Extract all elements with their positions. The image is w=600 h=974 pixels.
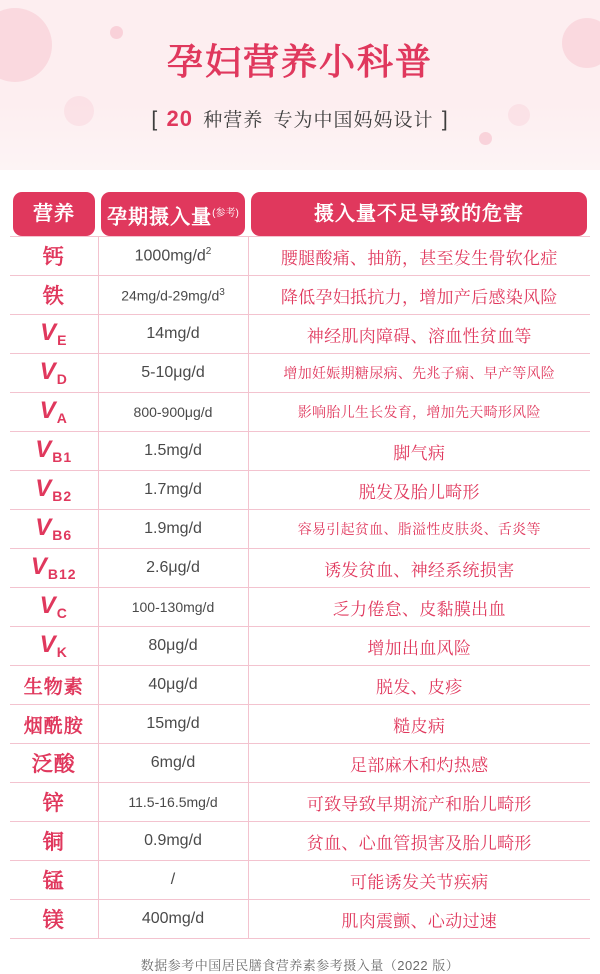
nutrient-name-label: 烟酰胺 [23, 715, 84, 737]
deficiency-harm-cell [248, 900, 590, 939]
table-row [10, 549, 590, 588]
nutrient-name-cell [10, 822, 98, 861]
table-row [10, 315, 590, 354]
intake-amount-label: 1.7mg/d [144, 481, 202, 498]
vitamin-subscript: C [56, 605, 68, 622]
deficiency-harm-label: 贫血、心血管损害及胎儿畸形 [306, 833, 532, 853]
intake-amount-label: 15mg/d [146, 715, 200, 732]
deficiency-harm-label: 容易引起贫血、脂溢性皮肤炎、舌炎等 [297, 521, 541, 537]
nutrient-name-cell [10, 783, 98, 822]
subtitle-number: 20 [166, 106, 193, 132]
deficiency-harm-label: 神经肌肉障碍、溶血性贫血等 [306, 326, 532, 346]
intake-amount-cell [98, 900, 248, 939]
vitamin-letter: V [35, 436, 53, 464]
subtitle-text-a: 种营养 [203, 110, 264, 132]
vitamin-subscript: E [57, 332, 68, 349]
table-row [10, 744, 590, 783]
nutrient-name-cell [10, 588, 98, 627]
nutrient-name-label: 泛酸 [31, 753, 76, 776]
intake-amount-cell [98, 471, 248, 510]
deficiency-harm-label: 脚气病 [393, 443, 446, 463]
nutrient-name-cell [10, 666, 98, 705]
table-row [10, 588, 590, 627]
column-header-nutrient-label: 营养 [33, 203, 75, 225]
intake-amount-label: 24mg/d-29mg/d [121, 287, 220, 304]
table-row [10, 822, 590, 861]
intake-amount-cell [98, 744, 248, 783]
vitamin-letter: V [40, 319, 58, 347]
table-row [10, 900, 590, 939]
column-header-intake-note: (参考) [212, 208, 239, 219]
deficiency-harm-label: 乏力倦怠、皮黏膜出血 [332, 599, 506, 619]
deficiency-harm-label: 增加出血风险 [367, 638, 472, 658]
nutrient-name-cell [10, 900, 98, 939]
bracket-right: ] [441, 108, 449, 132]
deficiency-harm-label: 诱发贫血、神经系统损害 [324, 560, 515, 580]
nutrient-name-cell [10, 510, 98, 549]
intake-amount-label: 1.5mg/d [144, 442, 202, 459]
vitamin-letter: V [30, 553, 48, 581]
intake-amount-label: 11.5-16.5mg/d [128, 794, 218, 810]
table-row [10, 354, 590, 393]
intake-amount-cell [98, 276, 248, 315]
intake-amount-label: 0.9mg/d [144, 832, 202, 849]
deficiency-harm-label: 降低孕妇抵抗力，增加产后感染风险 [280, 287, 558, 307]
deficiency-harm-cell [248, 393, 590, 432]
nutrient-table-wrap [0, 170, 600, 939]
table-row [10, 237, 590, 276]
nutrient-name-cell [10, 315, 98, 354]
table-row [10, 627, 590, 666]
deficiency-harm-label: 可致导致早期流产和胎儿畸形 [306, 794, 532, 814]
page-title: 孕妇营养小科普 [166, 41, 433, 82]
vitamin-subscript: B2 [52, 488, 73, 505]
deficiency-harm-label: 可能诱发关节疾病 [350, 872, 489, 892]
nutrient-name-label: 生物素 [23, 676, 84, 698]
deficiency-harm-cell [248, 276, 590, 315]
deficiency-harm-cell [248, 705, 590, 744]
deficiency-harm-cell [248, 588, 590, 627]
intake-amount-label: 400mg/d [141, 910, 205, 927]
intake-amount-cell [98, 432, 248, 471]
deficiency-harm-label: 影响胎儿生长发育，增加先天畸形风险 [297, 404, 541, 420]
table-row [10, 471, 590, 510]
intake-amount-label: 14mg/d [146, 325, 200, 342]
deficiency-harm-cell [248, 783, 590, 822]
subtitle [0, 105, 600, 132]
deficiency-harm-cell [248, 822, 590, 861]
intake-amount-cell [98, 783, 248, 822]
intake-amount-footnote: 2 [205, 246, 212, 258]
nutrient-name-cell [10, 627, 98, 666]
intake-amount-label: 2.6μg/d [146, 559, 200, 576]
vitamin-letter: V [39, 397, 57, 425]
nutrient-name-cell [10, 705, 98, 744]
intake-amount-footnote: 3 [219, 286, 225, 298]
deficiency-harm-label: 增加妊娠期糖尿病、先兆子痫、早产等风险 [283, 365, 556, 381]
intake-amount-cell [98, 627, 248, 666]
vitamin-letter: V [39, 592, 57, 620]
table-row [10, 666, 590, 705]
intake-amount-cell [98, 705, 248, 744]
intake-amount-cell [98, 315, 248, 354]
intake-amount-cell [98, 393, 248, 432]
nutrient-name-label: 锰 [42, 870, 65, 893]
vitamin-letter: V [39, 631, 57, 659]
intake-amount-label: 80μg/d [148, 637, 198, 654]
vitamin-letter: V [35, 514, 53, 542]
intake-amount-cell [98, 354, 248, 393]
intake-amount-cell [98, 822, 248, 861]
deficiency-harm-label: 糙皮病 [393, 716, 446, 736]
deficiency-harm-cell [248, 861, 590, 900]
nutrient-table [10, 192, 590, 939]
deficiency-harm-label: 足部麻木和灼热感 [350, 755, 489, 775]
intake-amount-label: 6mg/d [150, 754, 196, 771]
table-row [10, 510, 590, 549]
intake-amount-cell [98, 861, 248, 900]
deficiency-harm-cell [248, 666, 590, 705]
table-row [10, 861, 590, 900]
header-banner [0, 0, 600, 170]
table-row [10, 783, 590, 822]
table-header [10, 192, 590, 237]
intake-amount-label: 1000mg/d [134, 247, 206, 265]
deficiency-harm-cell [248, 432, 590, 471]
nutrient-name-cell [10, 549, 98, 588]
decorative-circle [479, 132, 492, 145]
vitamin-subscript: B6 [52, 527, 73, 544]
intake-amount-label: 5-10μg/d [141, 364, 205, 381]
nutrient-name-cell [10, 861, 98, 900]
table-row [10, 432, 590, 471]
nutrient-name-label: 镁 [42, 909, 65, 932]
intake-amount-label: 1.9mg/d [144, 520, 202, 537]
deficiency-harm-cell [248, 510, 590, 549]
intake-amount-cell [98, 510, 248, 549]
column-header-harm-label: 摄入量不足导致的危害 [314, 203, 524, 225]
intake-amount-label: 100-130mg/d [131, 599, 215, 615]
deficiency-harm-cell [248, 744, 590, 783]
nutrient-name-cell [10, 237, 98, 276]
deficiency-harm-label: 肌肉震颤、心动过速 [341, 911, 498, 931]
nutrient-name-cell [10, 471, 98, 510]
deficiency-harm-cell [248, 549, 590, 588]
deficiency-harm-cell [248, 471, 590, 510]
column-header-intake [98, 192, 248, 237]
nutrient-name-label: 铜 [42, 831, 65, 854]
table-row [10, 276, 590, 315]
table-header-row [10, 192, 590, 237]
vitamin-letter: V [39, 358, 57, 386]
nutrient-name-cell [10, 276, 98, 315]
intake-amount-label: 40μg/d [148, 676, 198, 693]
nutrient-name-label: 铁 [42, 285, 65, 308]
vitamin-subscript: K [56, 644, 68, 661]
subtitle-text-b: 专为中国妈妈设计 [273, 110, 434, 132]
nutrient-name-label: 钙 [42, 246, 65, 269]
table-body [10, 237, 590, 939]
vitamin-letter: V [35, 475, 53, 503]
intake-amount-cell [98, 237, 248, 276]
footer-note: 数据参考中国居民膳食营养素参考摄入量（2022 版） [140, 958, 460, 973]
nutrient-name-cell [10, 393, 98, 432]
vitamin-subscript: D [56, 371, 68, 388]
vitamin-subscript: A [56, 410, 68, 427]
nutrient-name-cell [10, 744, 98, 783]
deficiency-harm-label: 脱发、皮疹 [376, 677, 463, 697]
intake-amount-label: 800-900μg/d [133, 404, 213, 420]
bracket-left: [ [151, 108, 159, 132]
nutrient-name-label: 锌 [42, 792, 65, 815]
deficiency-harm-cell [248, 627, 590, 666]
deficiency-harm-cell [248, 315, 590, 354]
table-row [10, 393, 590, 432]
column-header-intake-label: 孕期摄入量 [107, 206, 213, 229]
intake-amount-cell [98, 588, 248, 627]
column-header-harm [248, 192, 590, 237]
deficiency-harm-cell [248, 354, 590, 393]
nutrient-name-cell [10, 354, 98, 393]
intake-amount-label: / [170, 871, 176, 888]
deficiency-harm-label: 脱发及胎儿畸形 [358, 482, 480, 502]
vitamin-subscript: B1 [52, 449, 73, 466]
nutrient-name-cell [10, 432, 98, 471]
column-header-nutrient [10, 192, 98, 237]
table-row [10, 705, 590, 744]
intake-amount-cell [98, 666, 248, 705]
intake-amount-cell [98, 549, 248, 588]
deficiency-harm-cell [248, 237, 590, 276]
vitamin-subscript: B12 [47, 566, 77, 583]
deficiency-harm-label: 腰腿酸痛、抽筋，甚至发生骨软化症 [280, 248, 558, 268]
